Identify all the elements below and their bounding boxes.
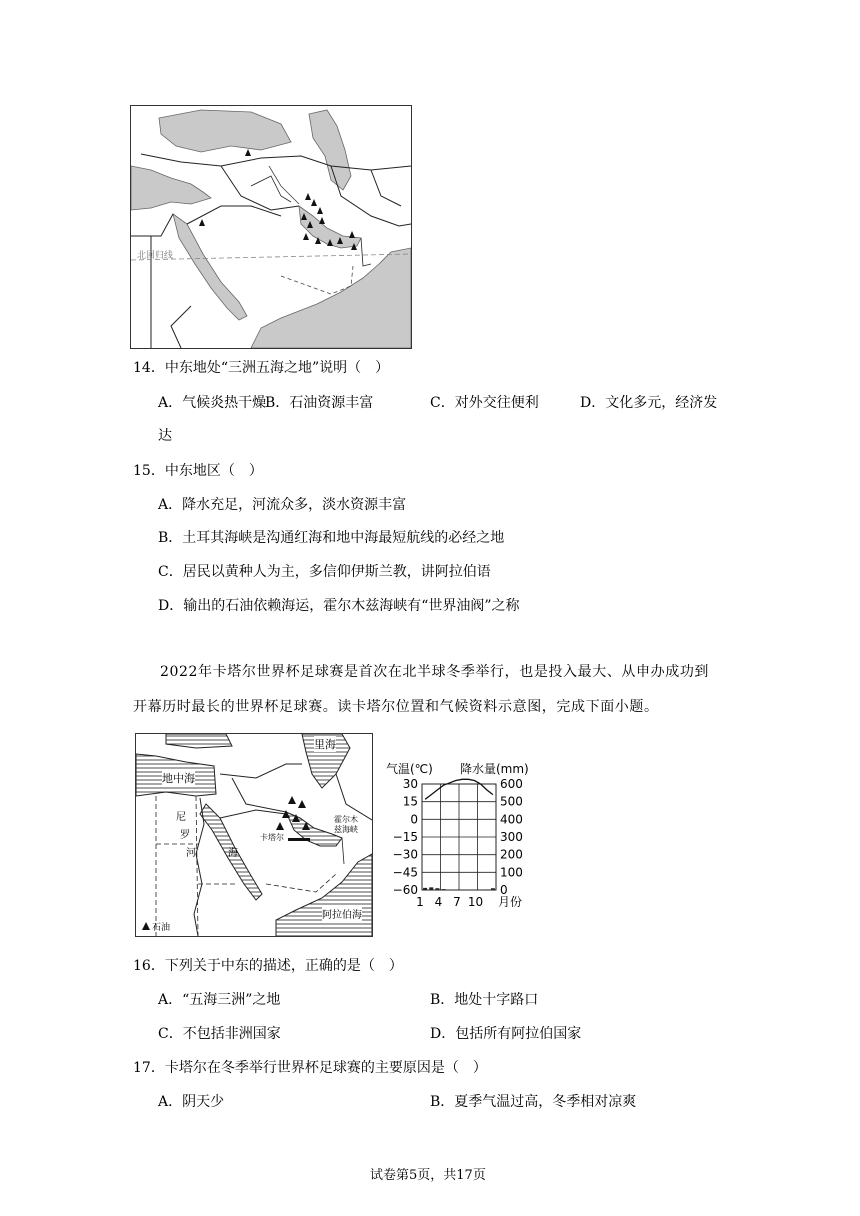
x-tick-label: 1 [416, 895, 424, 909]
q15-stem: 15．中东地区（ ） [133, 463, 263, 479]
q16-option-d: D．包括所有阿拉伯国家 [430, 1026, 582, 1042]
left-tick-label: −15 [392, 830, 418, 844]
precip-bar [429, 887, 433, 890]
q16-stem: 16．下列关于中东的描述，正确的是（ ） [133, 958, 403, 974]
right-tick-label: 200 [500, 847, 523, 862]
q15-option-c: C．居民以黄种人为主，多信仰伊斯兰教，讲阿拉伯语 [158, 564, 491, 580]
left-tick-label: 15 [402, 794, 418, 809]
right-tick-label: 500 [500, 794, 523, 809]
x-tick-label: 4 [434, 895, 443, 909]
precip-axis-label: 降水量(mm) [460, 762, 529, 776]
q15-option-d: D．输出的石油依赖海运，霍尔木兹海峡有“世界油阀”之称 [158, 598, 520, 614]
precip-bar [435, 888, 439, 890]
label-mediterranean: 地中海 [162, 772, 195, 785]
x-tick-label: 7 [453, 895, 461, 909]
label-qatar: 卡塔尔 [260, 833, 284, 842]
left-tick-label: −30 [392, 847, 418, 862]
x-unit-label: 月份 [498, 895, 523, 909]
label-red-sea: 海 [228, 848, 238, 859]
label-caspian: 里海 [314, 738, 336, 751]
middle-east-map [130, 105, 412, 349]
precip-bar [485, 889, 489, 890]
climate-chart-svg [376, 760, 562, 916]
left-tick-label: 0 [410, 812, 418, 827]
q15-option-a: A．降水充足，河流众多，淡水资源丰富 [158, 497, 407, 513]
legend-oil-marker [142, 922, 150, 930]
left-tick-label: 30 [402, 777, 418, 791]
q17-option-a: A．阴天少 [158, 1094, 225, 1110]
q14-option-a: A．气候炎热干燥 [158, 395, 267, 411]
passage-line-1: 2022年卡塔尔世界杯足球赛是首次在北半球冬季举行，也是投入最大、从申办成功到 [160, 664, 710, 680]
qatar-map [135, 733, 373, 937]
q14-option-d-cont: 达 [158, 428, 172, 444]
precip-bar [423, 888, 427, 890]
legend-oil-label: 石油 [152, 923, 171, 933]
x-tick-label: 10 [467, 895, 484, 909]
q16-option-c: C．不包括非洲国家 [158, 1026, 281, 1042]
q14-option-d: D．文化多元，经济发 [580, 395, 718, 411]
q15-option-b: B．土耳其海峡是沟通红海和地中海最短航线的必经之地 [158, 530, 505, 546]
right-tick-label: 600 [500, 777, 523, 791]
page-footer: 试卷第5页，共17页 [370, 1168, 486, 1183]
q16-option-a: A．“五海三洲”之地 [158, 992, 281, 1008]
temp-axis-label: 气温(℃) [386, 762, 433, 776]
label-nile-2: 罗 [180, 830, 190, 841]
q17-stem: 17．卡塔尔在冬季举行世界杯足球赛的主要原因是（ ） [133, 1060, 487, 1076]
label-nile-1: 尼 [176, 812, 186, 823]
right-tick-label: 300 [500, 830, 523, 844]
right-tick-label: 0 [500, 883, 508, 897]
tropic-label: 北回归线 [137, 251, 174, 261]
q16-option-b: B．地处十字路口 [430, 992, 539, 1008]
passage-line-2: 开幕历时最长的世界杯足球赛。读卡塔尔位置和气候资料示意图，完成下面小题。 [133, 699, 659, 715]
label-arabian-sea: 阿拉伯海 [322, 906, 362, 921]
precip-bar [442, 889, 446, 890]
label-hormuz-1: 霍尔木 [334, 815, 358, 824]
q14-stem: 14．中东地处“三洲五海之地”说明（ ） [133, 360, 390, 376]
climate-chart [376, 760, 562, 916]
label-hormuz-2: 兹海峡 [334, 825, 358, 834]
q14-option-b: B．石油资源丰富 [265, 395, 374, 411]
right-tick-label: 400 [500, 812, 523, 827]
label-nile-3: 河 [186, 848, 196, 859]
left-tick-label: −45 [392, 865, 418, 880]
q17-option-b: B．夏季气温过高，冬季相对凉爽 [430, 1094, 637, 1110]
left-tick-label: −60 [392, 883, 418, 897]
right-tick-label: 100 [500, 865, 523, 880]
precip-bar [491, 888, 495, 890]
q14-option-c: C．对外交往便利 [430, 395, 539, 411]
middle-east-map-graphic [131, 106, 411, 348]
